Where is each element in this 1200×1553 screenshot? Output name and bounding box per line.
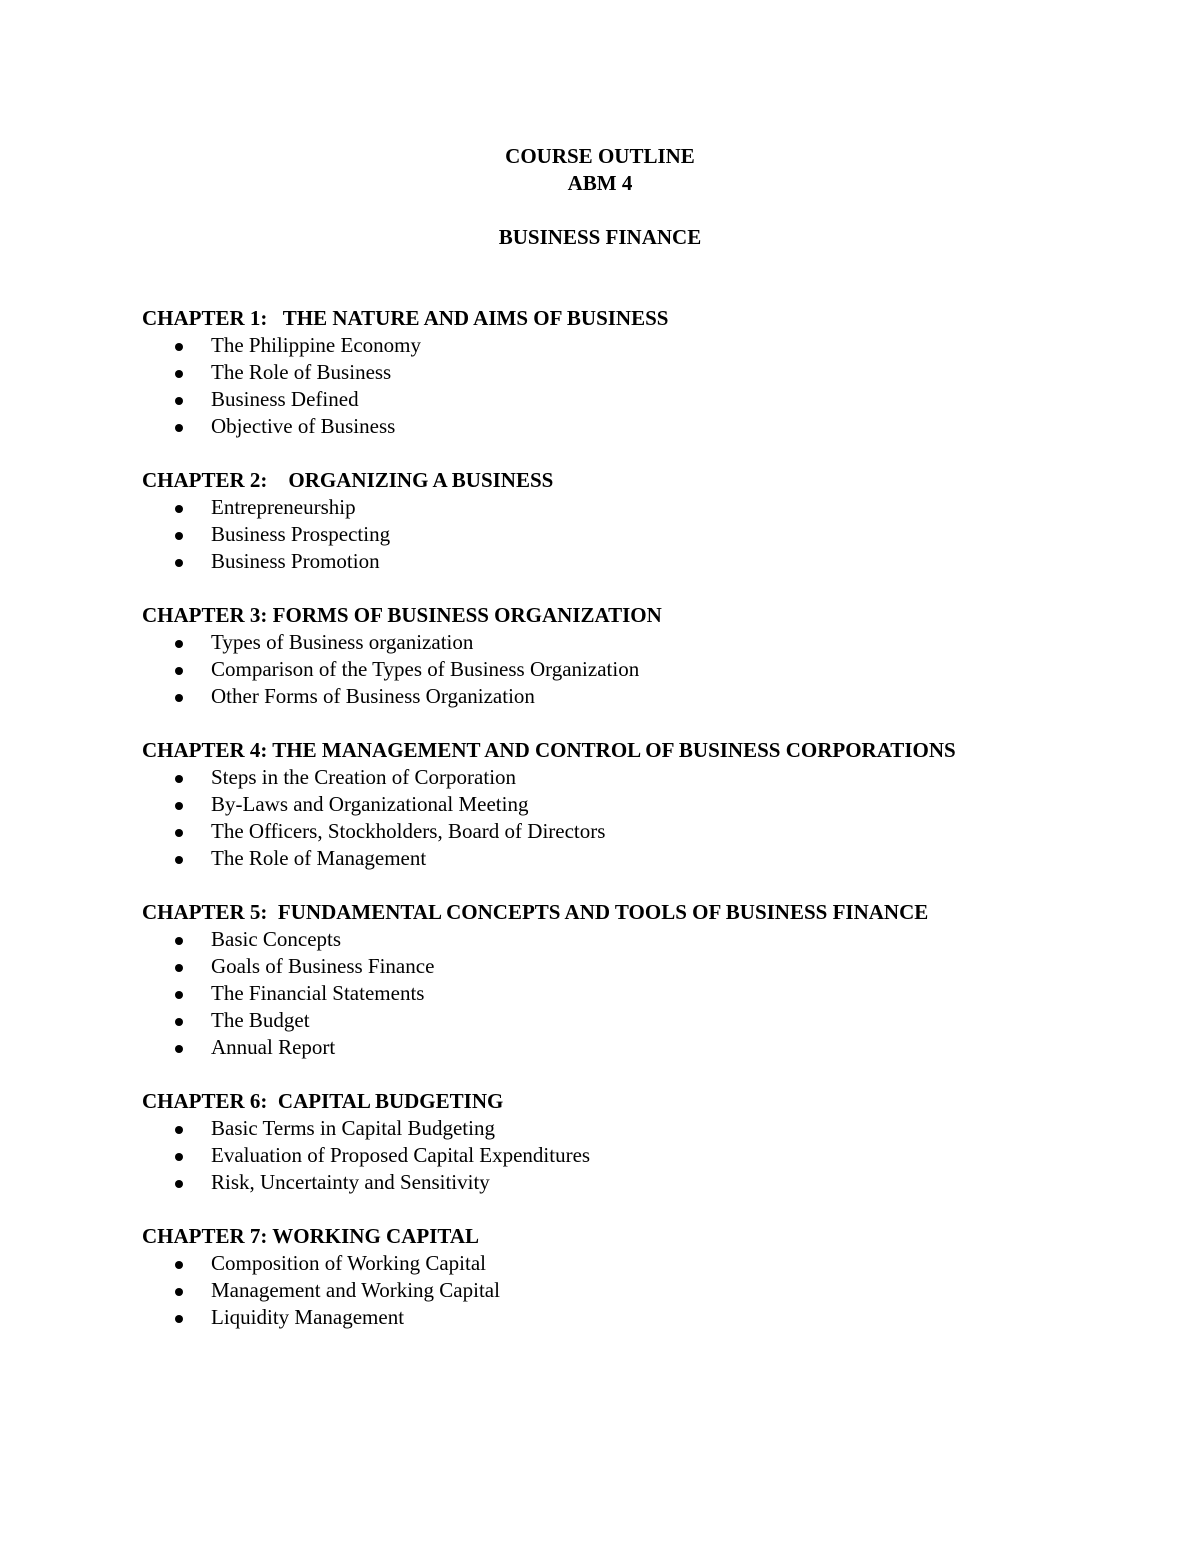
chapter-title: CHAPTER 2: ORGANIZING A BUSINESS <box>142 468 554 492</box>
list-item <box>142 764 1142 791</box>
bullet-icon <box>175 424 183 432</box>
bullet-icon <box>175 667 183 675</box>
chapter-list <box>142 305 1142 1358</box>
course-outline-heading: COURSE OUTLINE <box>505 144 695 168</box>
topic-label: Steps in the Creation of Corporation <box>211 765 517 789</box>
list-item <box>142 548 1142 575</box>
bullet-icon <box>175 559 183 567</box>
list-item <box>142 1115 1142 1142</box>
chapter-title: CHAPTER 1: THE NATURE AND AIMS OF BUSINESS <box>142 306 669 330</box>
list-item <box>142 953 1142 980</box>
bullet-icon <box>175 397 183 405</box>
topic-list <box>142 332 1142 440</box>
bullet-icon <box>175 694 183 702</box>
chapter-5 <box>142 899 1142 1061</box>
list-item <box>142 629 1142 656</box>
topic-label: Basic Terms in Capital Budgeting <box>211 1116 495 1140</box>
bullet-icon <box>175 802 183 810</box>
list-item <box>142 521 1142 548</box>
topic-label: Annual Report <box>211 1035 336 1059</box>
list-item <box>142 386 1142 413</box>
chapter-title: CHAPTER 5: FUNDAMENTAL CONCEPTS AND TOOLS OF BUSINESS FINANCE <box>142 900 929 924</box>
topic-label: Comparison of the Types of Business Organization <box>211 657 640 681</box>
topic-label: The Officers, Stockholders, Board of Directors <box>211 819 606 843</box>
topic-list <box>142 926 1142 1061</box>
topic-label: The Philippine Economy <box>211 333 421 357</box>
list-item <box>142 1169 1142 1196</box>
topic-list <box>142 629 1142 710</box>
chapter-7 <box>142 1223 1142 1331</box>
bullet-icon <box>175 1261 183 1269</box>
list-item <box>142 359 1142 386</box>
bullet-icon <box>175 370 183 378</box>
topic-label: Goals of Business Finance <box>211 954 435 978</box>
topic-label: Management and Working Capital <box>211 1278 500 1302</box>
topic-label: The Role of Business <box>211 360 392 384</box>
list-item <box>142 1304 1142 1331</box>
course-code-heading: ABM 4 <box>567 171 633 195</box>
bullet-icon <box>175 829 183 837</box>
topic-label: Entrepreneurship <box>211 495 356 519</box>
topic-label: The Financial Statements <box>211 981 425 1005</box>
bullet-icon <box>175 532 183 540</box>
topic-list <box>142 1115 1142 1196</box>
bullet-icon <box>175 343 183 351</box>
topic-label: Risk, Uncertainty and Sensitivity <box>211 1170 490 1194</box>
list-item <box>142 332 1142 359</box>
bullet-icon <box>175 964 183 972</box>
bullet-icon <box>175 1045 183 1053</box>
chapter-2 <box>142 467 1142 575</box>
bullet-icon <box>175 856 183 864</box>
list-item <box>142 1277 1142 1304</box>
list-item <box>142 413 1142 440</box>
bullet-icon <box>175 937 183 945</box>
subject-heading: BUSINESS FINANCE <box>498 225 702 249</box>
list-item <box>142 980 1142 1007</box>
bullet-icon <box>175 991 183 999</box>
bullet-icon <box>175 775 183 783</box>
topic-label: Business Promotion <box>211 549 380 573</box>
chapter-title: CHAPTER 3: FORMS OF BUSINESS ORGANIZATION <box>142 603 662 627</box>
bullet-icon <box>175 1126 183 1134</box>
list-item <box>142 656 1142 683</box>
list-item <box>142 683 1142 710</box>
bullet-icon <box>175 505 183 513</box>
topic-label: Evaluation of Proposed Capital Expenditures <box>211 1143 591 1167</box>
chapter-title: CHAPTER 4: THE MANAGEMENT AND CONTROL OF BUSINESS CORPORATIONS <box>142 738 956 762</box>
topic-label: Other Forms of Business Organization <box>211 684 535 708</box>
chapter-title: CHAPTER 6: CAPITAL BUDGETING <box>142 1089 504 1113</box>
chapter-4 <box>142 737 1142 872</box>
topic-label: Business Defined <box>211 387 359 411</box>
list-item <box>142 818 1142 845</box>
topic-label: Types of Business organization <box>211 630 474 654</box>
topic-label: Liquidity Management <box>211 1305 405 1329</box>
topic-label: Business Prospecting <box>211 522 391 546</box>
list-item <box>142 845 1142 872</box>
bullet-icon <box>175 1018 183 1026</box>
list-item <box>142 494 1142 521</box>
topic-list <box>142 1250 1142 1331</box>
chapter-1 <box>142 305 1142 440</box>
list-item <box>142 1034 1142 1061</box>
chapter-6 <box>142 1088 1142 1196</box>
list-item <box>142 1250 1142 1277</box>
list-item <box>142 926 1142 953</box>
chapter-3 <box>142 602 1142 710</box>
bullet-icon <box>175 1288 183 1296</box>
topic-label: Basic Concepts <box>211 927 342 951</box>
bullet-icon <box>175 1315 183 1323</box>
topic-label: Objective of Business <box>211 414 396 438</box>
topic-label: Composition of Working Capital <box>211 1251 486 1275</box>
topic-list <box>142 494 1142 575</box>
topic-label: The Budget <box>211 1008 310 1032</box>
topic-label: The Role of Management <box>211 846 427 870</box>
list-item <box>142 791 1142 818</box>
topic-list <box>142 764 1142 872</box>
list-item <box>142 1007 1142 1034</box>
bullet-icon <box>175 1153 183 1161</box>
chapter-title: CHAPTER 7: WORKING CAPITAL <box>142 1224 479 1248</box>
bullet-icon <box>175 640 183 648</box>
bullet-icon <box>175 1180 183 1188</box>
topic-label: By-Laws and Organizational Meeting <box>211 792 529 816</box>
list-item <box>142 1142 1142 1169</box>
